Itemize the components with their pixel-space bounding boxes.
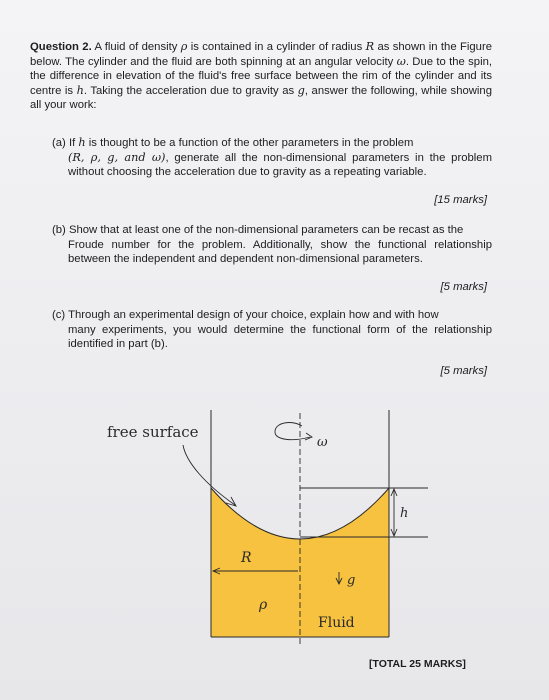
free-surface-pointer-arrow — [183, 445, 235, 505]
part-b-text: (b) Show that at least one of the non-dimensional parameters can be recast as the Froude number for the problem. Additionally, show the functional relationship between the independent and dependent non-dimensional parameters. — [52, 224, 492, 266]
question-number: Question 2. — [30, 41, 92, 53]
rotation-arrowhead-icon — [305, 433, 312, 440]
total-marks: [TOTAL 25 MARKS] — [369, 658, 466, 670]
fluid-label: Fluid — [318, 615, 355, 631]
h-label: h — [400, 506, 409, 521]
part-a-text: (a) If h is thought to be a function of the other parameters in the problem (R, ρ, g, and ω), generate all the non-dimensional parameters in the problem without choosing the acceleration due to gravity as a repeating variable. — [52, 136, 492, 179]
part-a-marks: [15 marks] — [434, 194, 487, 206]
free-surface-label: free surface — [107, 423, 199, 441]
question-intro: Question 2. A fluid of density ρ is contained in a cylinder of radius R as shown in the Figure below. The cylinder and the fluid are both spinning at an angular velocity ω. Due to the spin, the difference in elevation of the fluid's free surface between the rim of the cylinder and its centre is h. Taking the acceleration due to gravity as g, answer the following, while showing all your work: — [30, 40, 493, 112]
rho-label: ρ — [259, 597, 268, 613]
rotation-arrow-icon — [275, 423, 310, 440]
omega-label: ω — [317, 435, 328, 450]
part-c-text: (c) Through an experimental design of your choice, explain how and with how many experiments, you would determine the functional form of the relationship identified in part (b). — [52, 309, 492, 351]
part-b-marks: [5 marks] — [440, 281, 487, 293]
g-label: g — [347, 573, 356, 588]
part-c-marks: [5 marks] — [440, 365, 487, 377]
R-label: R — [241, 550, 252, 566]
